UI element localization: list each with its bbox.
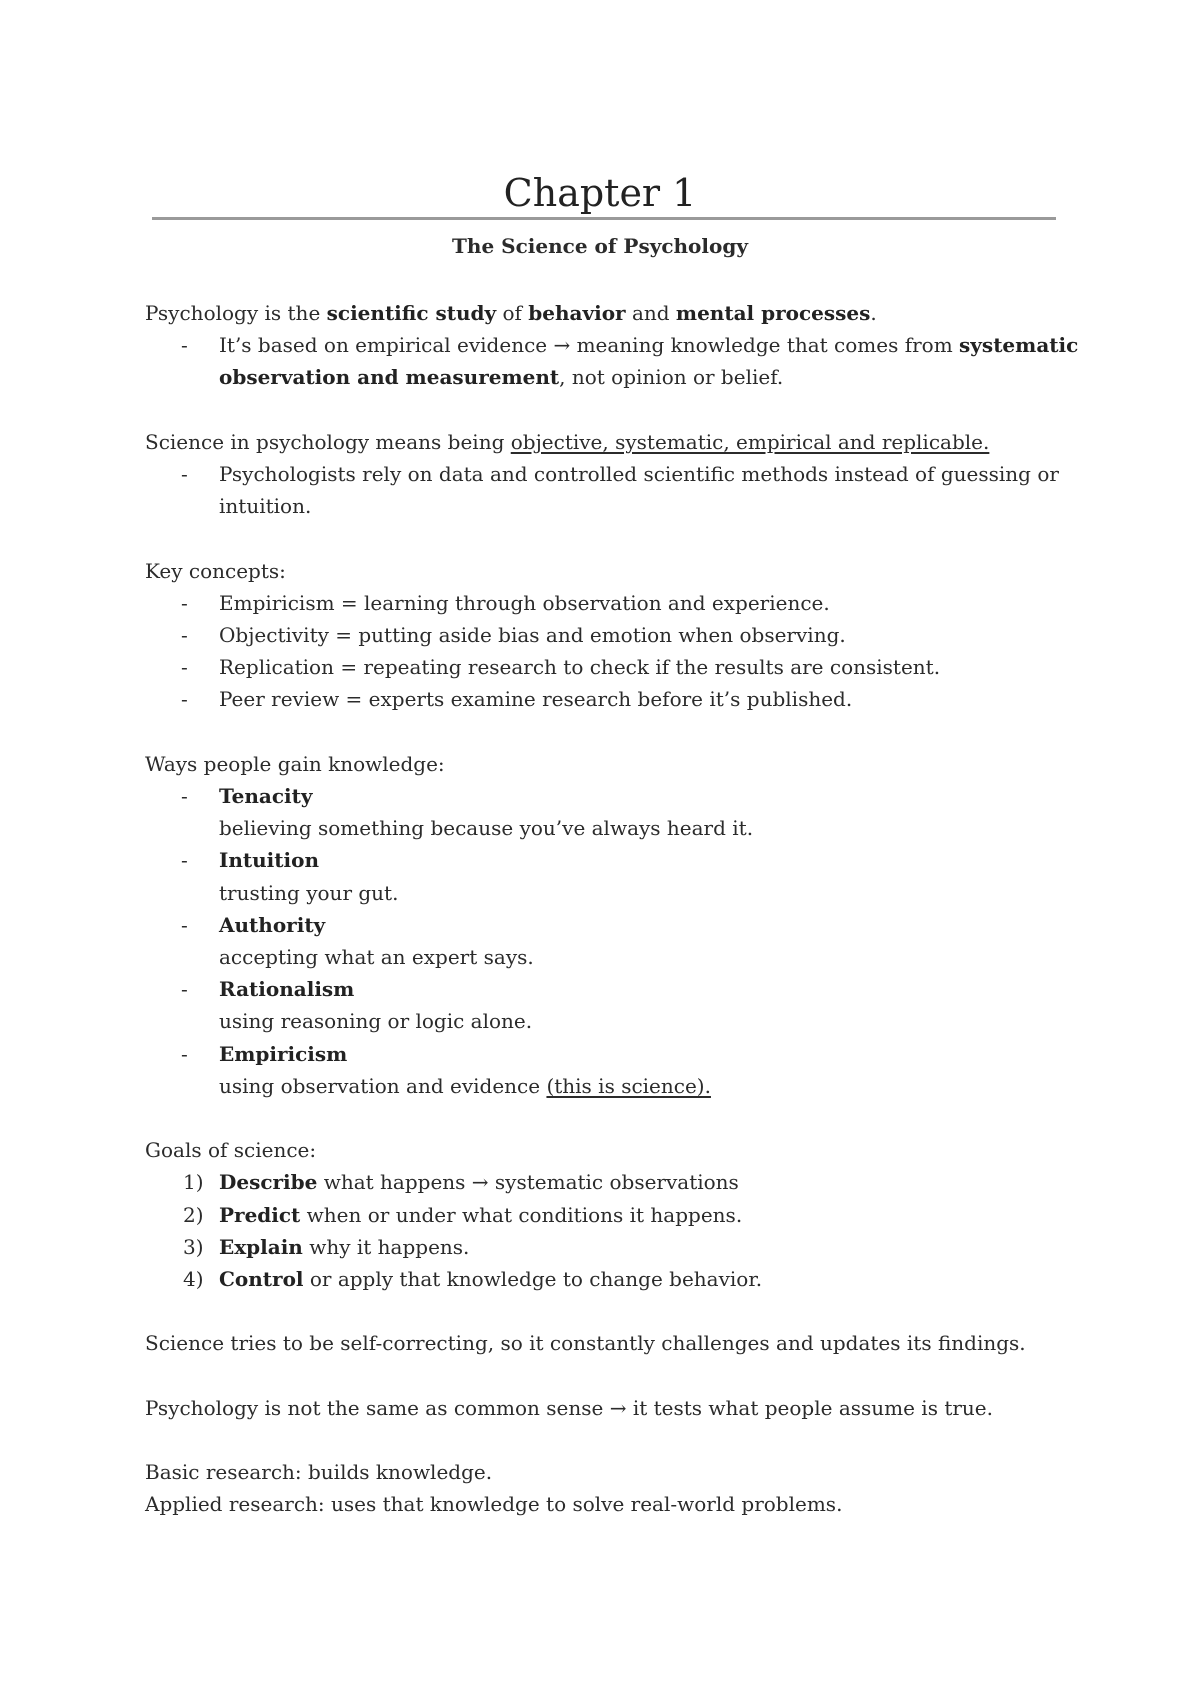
intro-text: .	[870, 301, 877, 325]
applied-research-line: Applied research: uses that knowledge to solve real-world problems.	[145, 1492, 843, 1517]
goal-term: Control	[219, 1267, 304, 1292]
key-concepts-heading: Key concepts:	[145, 558, 286, 583]
goal-term: Describe	[219, 1170, 318, 1195]
bullet-marker: -	[181, 623, 188, 647]
chapter-title: Chapter 1	[503, 171, 697, 216]
list-item	[145, 619, 1080, 651]
list-item	[145, 1199, 1080, 1231]
intro-paragraph	[145, 297, 1080, 329]
intro-text: and	[625, 301, 676, 325]
goals-heading: Goals of science:	[145, 1138, 317, 1163]
list-item	[145, 651, 1080, 683]
bullet-text: Replication = repeating research to check if the results are consistent.	[219, 655, 941, 680]
bullet-text: , not opinion or belief.	[559, 365, 784, 390]
term-label: Rationalism	[219, 977, 355, 1002]
ways-heading: Ways people gain knowledge:	[145, 751, 445, 776]
bullet-marker: -	[181, 912, 188, 937]
spacer	[145, 1424, 1080, 1456]
number-marker: 4)	[183, 1267, 204, 1292]
goal-text: or apply that knowledge to change behavior.	[303, 1267, 763, 1292]
bullet-marker: -	[181, 333, 188, 358]
spacer	[145, 522, 1080, 554]
section-subtitle: The Science of Psychology	[452, 234, 748, 258]
list-item	[145, 909, 1080, 973]
goal-term: Explain	[219, 1234, 303, 1259]
spacer	[145, 394, 1080, 426]
intro-text: Psychology is the	[145, 301, 327, 325]
term-description-underlined: (this is science).	[546, 1073, 711, 1098]
bullet-marker: -	[181, 655, 188, 680]
list-item	[145, 1263, 1080, 1295]
definition-text: Science in psychology means being	[145, 429, 511, 454]
bullet-bold-text: systematic observation and measurement	[219, 333, 1079, 390]
document-body	[145, 297, 1080, 1521]
bullet-marker: -	[181, 462, 188, 486]
spacer	[145, 1295, 1080, 1327]
intro-text: of	[496, 301, 529, 325]
spacer	[145, 716, 1080, 748]
bullet-marker: -	[181, 687, 188, 712]
self-correcting-paragraph: Science tries to be self-correcting, so it constantly challenges and updates its findings.	[145, 1331, 1026, 1356]
list-item	[145, 683, 1080, 715]
list-item	[145, 1038, 1080, 1102]
intro-bold-term: behavior	[528, 301, 626, 325]
title-divider	[152, 217, 1056, 220]
bullet-marker: -	[181, 784, 188, 808]
term-description: trusting your gut.	[219, 880, 399, 905]
science-definition	[145, 426, 1080, 458]
spacer	[145, 1102, 1080, 1134]
bullet-text: Psychologists rely on data and controlled scientific methods instead of guessing or intuition.	[219, 462, 1059, 519]
intro-bold-term: mental processes	[675, 301, 871, 325]
goal-text: why it happens.	[302, 1234, 470, 1259]
bullet-marker: -	[181, 590, 188, 615]
goal-text: when or under what conditions it happens.	[300, 1202, 743, 1227]
term-label: Empiricism	[219, 1041, 348, 1066]
spacer	[145, 1360, 1080, 1392]
basic-research-line: Basic research: builds knowledge.	[145, 1460, 493, 1485]
bullet-marker: -	[181, 977, 188, 1002]
number-marker: 3)	[183, 1234, 204, 1259]
term-description: believing something because you’ve always heard it.	[219, 816, 754, 841]
list-item	[145, 458, 1080, 522]
goal-term: Predict	[219, 1202, 301, 1227]
term-label: Intuition	[219, 848, 319, 873]
bullet-marker: -	[181, 848, 188, 873]
list-item	[145, 587, 1080, 619]
bullet-text: It’s based on empirical evidence → meaning knowledge that comes from	[219, 333, 960, 358]
intro-bold-term: scientific study	[326, 301, 497, 325]
list-item	[145, 973, 1080, 1037]
term-label: Authority	[219, 912, 326, 937]
list-item	[145, 1166, 1080, 1198]
bullet-text: Peer review = experts examine research before it’s published.	[219, 687, 853, 712]
list-item	[145, 1231, 1080, 1263]
term-label: Tenacity	[219, 784, 313, 808]
term-description: accepting what an expert says.	[219, 945, 534, 970]
number-marker: 2)	[183, 1202, 204, 1227]
number-marker: 1)	[183, 1170, 204, 1195]
list-item	[145, 329, 1080, 393]
bullet-text: Empiricism = learning through observation and experience.	[219, 590, 830, 615]
list-item	[145, 844, 1080, 908]
term-description: using reasoning or logic alone.	[219, 1009, 533, 1034]
definition-underlined: objective, systematic, empirical and replicable.	[510, 429, 990, 454]
bullet-marker: -	[181, 1041, 188, 1066]
term-description: using observation and evidence	[219, 1073, 547, 1098]
list-item	[145, 780, 1080, 844]
common-sense-paragraph: Psychology is not the same as common sense → it tests what people assume is true.	[145, 1395, 993, 1420]
bullet-text: Objectivity = putting aside bias and emotion when observing.	[219, 623, 846, 647]
goal-text: what happens → systematic observations	[317, 1170, 739, 1195]
